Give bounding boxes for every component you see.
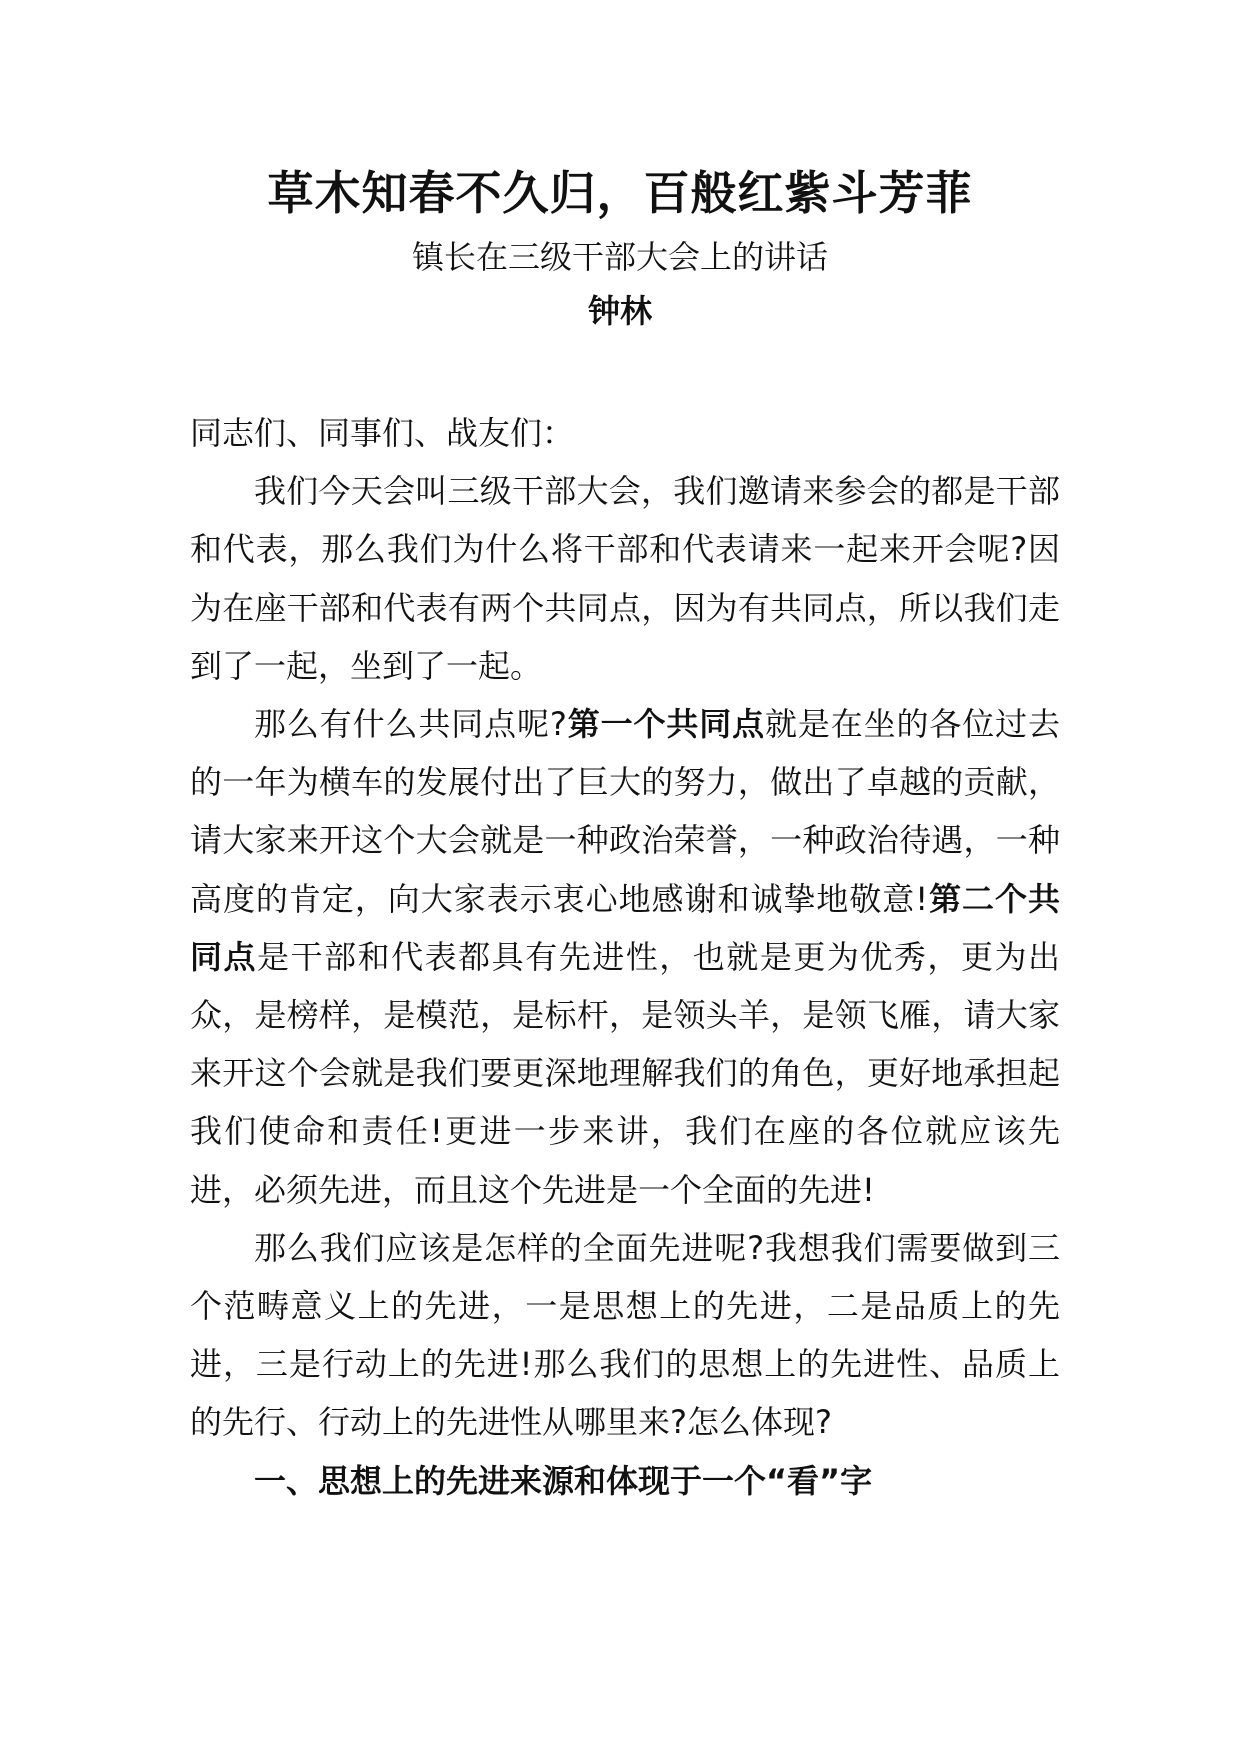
document-body	[190, 404, 1060, 1510]
first-common-point-emphasis: 第一个共同点	[566, 705, 765, 744]
paragraph-2-part-c: 就是在坐的各位过去的一年为横车的发展付出了巨大的努力，做出了卓越的贡献，请大家来开这个大会就是一种政治荣誉，一种政治待遇，一种高度的肯定，向大家表示衷心地感谢和诚挚地敬意!	[190, 705, 1060, 918]
paragraph-2	[190, 695, 1060, 1219]
document-title: 草木知春不久归，百般红紫斗芳菲	[267, 166, 973, 220]
section-1-heading: 一、思想上的先进来源和体现于一个“看”字	[254, 1461, 873, 1500]
document-author: 钟林	[587, 292, 652, 330]
paragraph-1: 我们今天会叫三级干部大会，我们邀请来参会的都是干部和代表，那么我们为什么将干部和代表请来一起来开会呢?因为在座干部和代表有两个共同点，因为有共同点，所以我们走到了一起，坐到了一起。	[190, 472, 1060, 685]
document-subtitle: 镇长在三级干部大会上的讲话	[411, 238, 828, 276]
paragraph-3: 那么我们应该是怎样的全面先进呢?我想我们需要做到三个范畴意义上的先进，一是思想上的先进，二是品质上的先进，三是行动上的先进!那么我们的思想上的先进性、品质上的先行、行动上的先进性从哪里来?怎么体现?	[190, 1228, 1060, 1442]
paragraph-2-part-e: 是干部和代表都具有先进性，也就是更为优秀，更为出众，是榜样，是模范，是标杆，是领头羊，是领飞雁，请大家来开这个会就是我们要更深地理解我们的角色，更好地承担起我们使命和责任!更进一步来讲，我们在座的各位就应该先进，必须先进，而且这个先进是一个全面的先进!	[190, 937, 1060, 1209]
salutation: 同志们、同事们、战友们：	[190, 414, 575, 452]
second-common-point-emphasis: 第二个共同点	[190, 879, 1060, 976]
paragraph-2-part-a: 那么有什么共同点呢?	[254, 705, 567, 744]
